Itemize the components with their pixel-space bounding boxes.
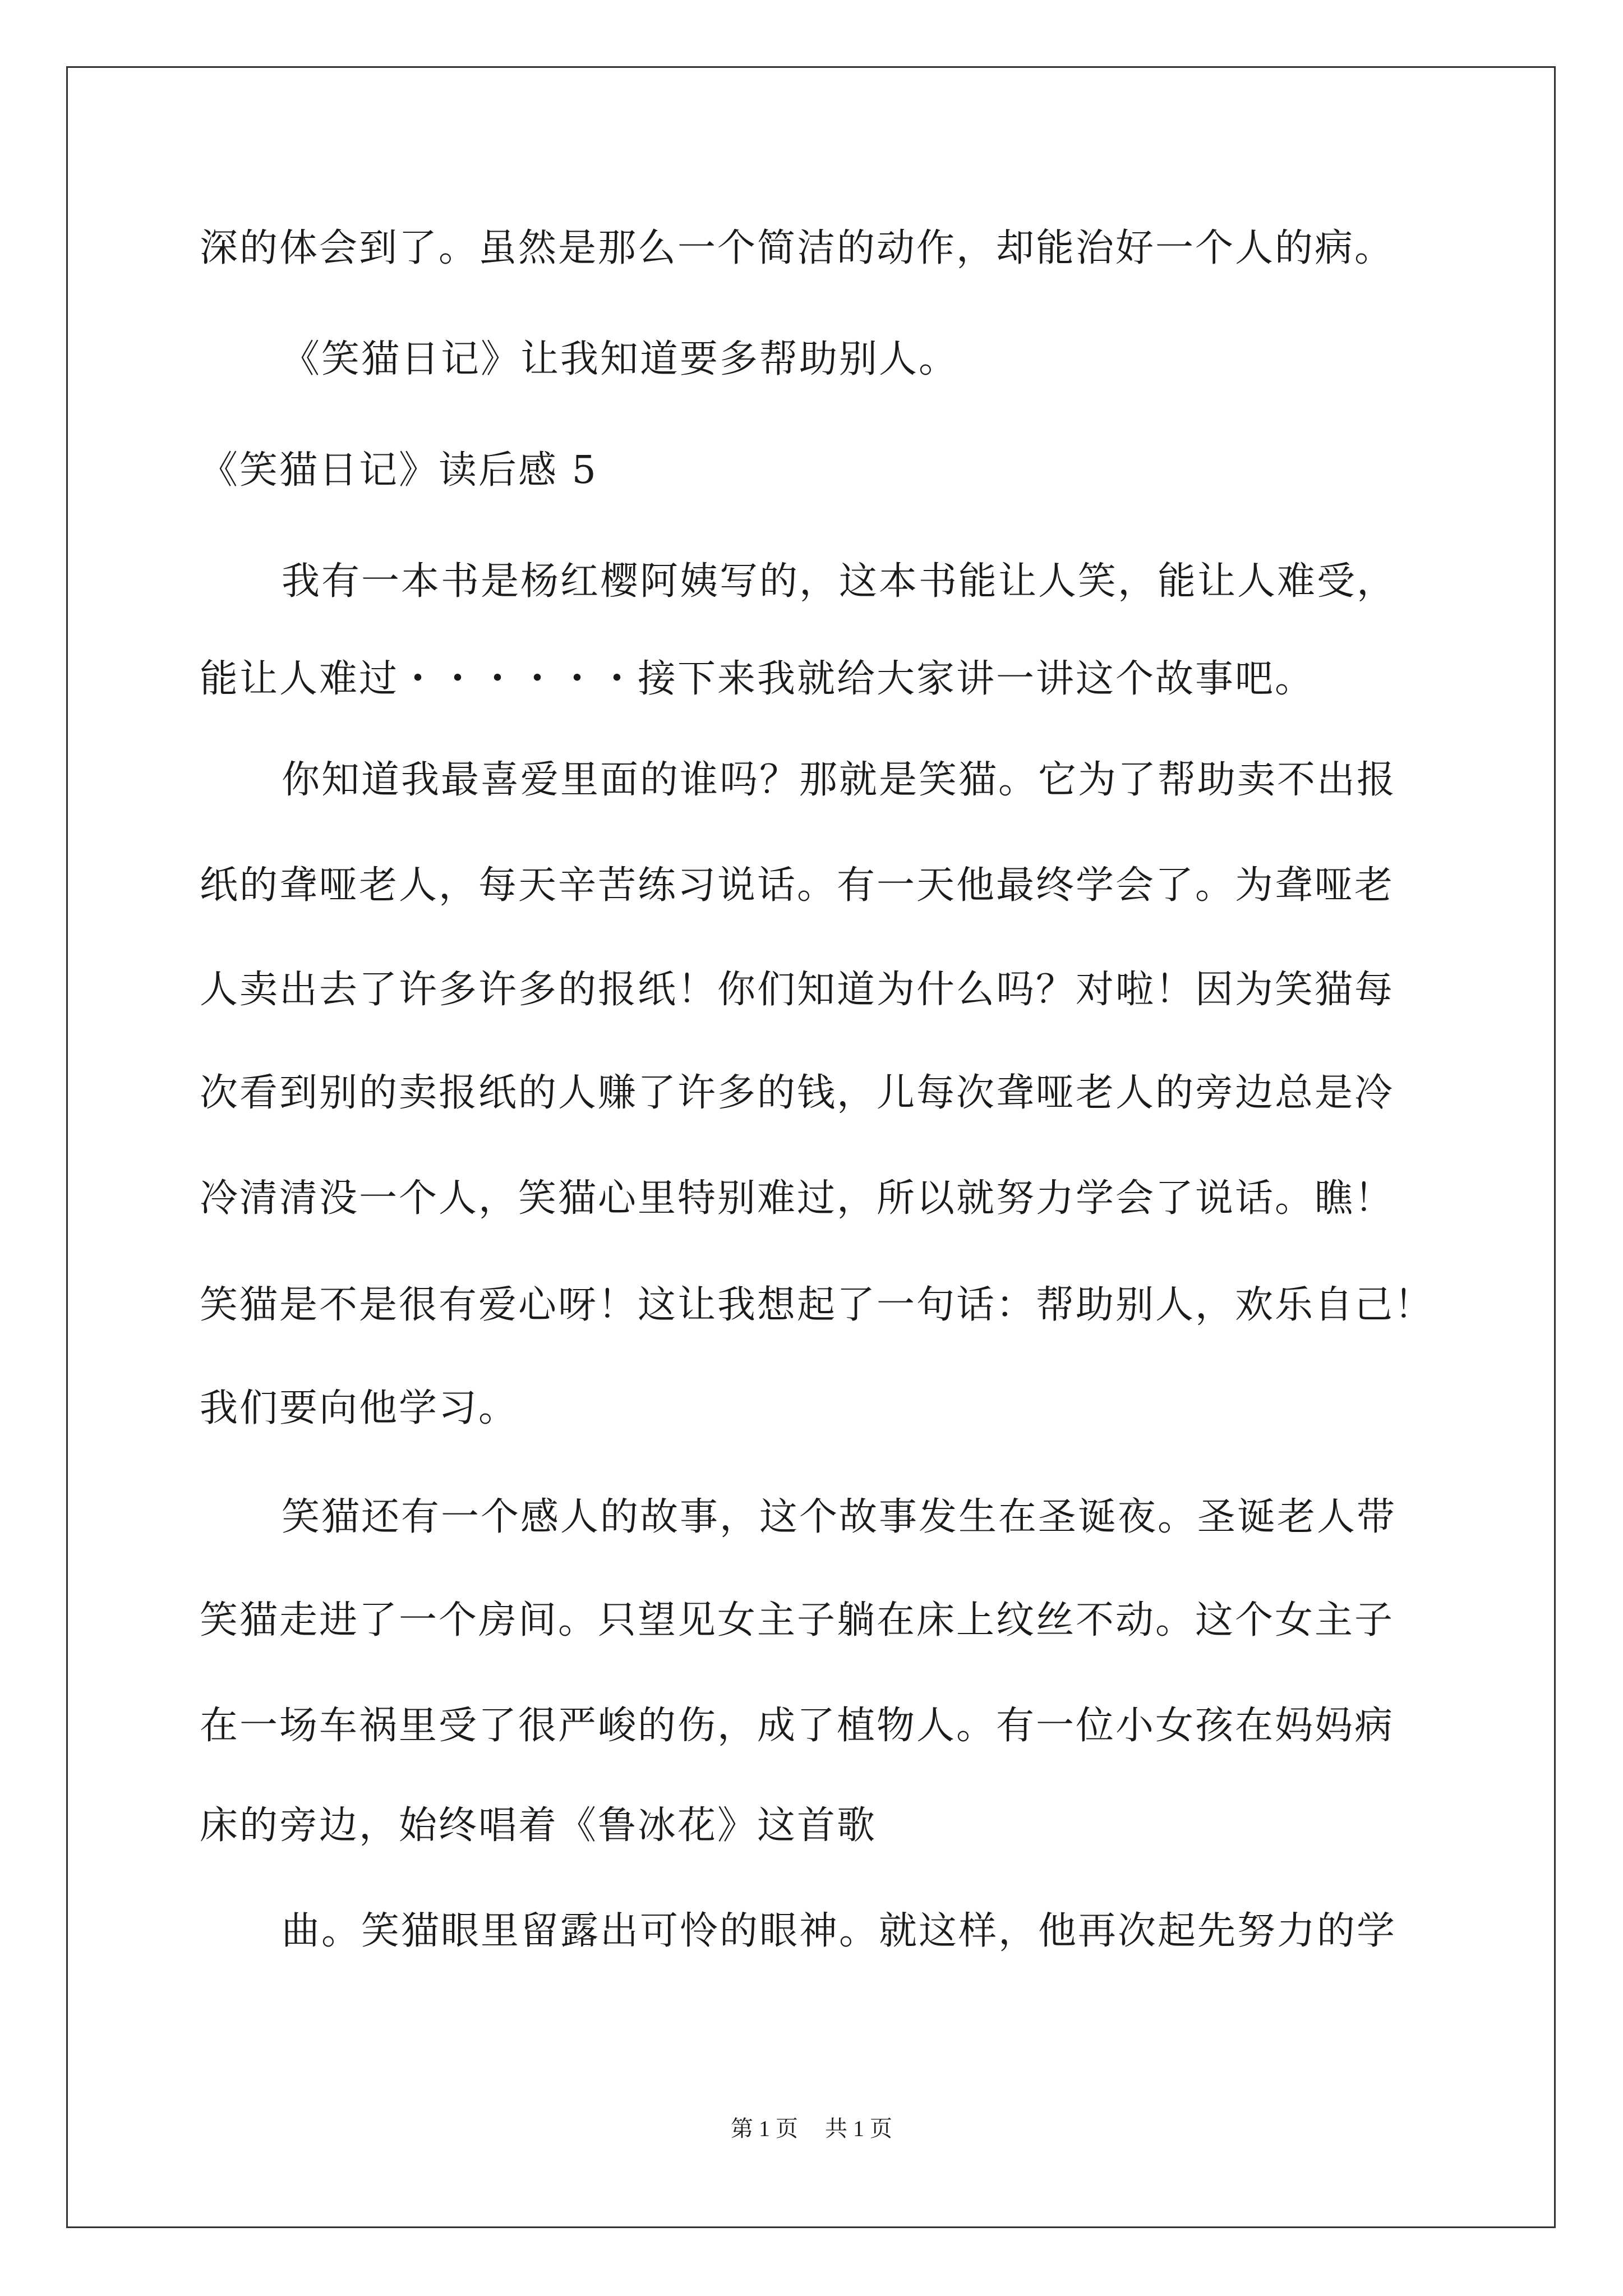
text-line-6: 纸的聋哑老人，每天辛苦练习说话。有一天他最终学会了。为聋哑老 xyxy=(200,863,1395,908)
text-line-14: 在一场车祸里受了很严峻的伤，成了植物人。有一位小女孩在妈妈病 xyxy=(200,1704,1395,1748)
text-line-3: 我有一本书是杨红樱阿姨写的，这本书能让人笑，能让人难受， xyxy=(282,559,1397,604)
text-line-10: 笑猫是不是很有爱心呀！这让我想起了一句话：帮助别人，欢乐自己！ xyxy=(200,1283,1435,1327)
page-number-total: 共 1 页 xyxy=(825,2116,892,2141)
page-number-current: 第 1 页 xyxy=(731,2116,798,2141)
section-heading: 《笑猫日记》读后感 5 xyxy=(200,448,598,493)
page-border xyxy=(66,66,1556,2228)
text-line-11: 我们要向他学习。 xyxy=(200,1386,519,1430)
text-line-16: 曲。笑猫眼里留露出可怜的眼神。就这样，他再次起先努力的学 xyxy=(282,1909,1397,1953)
text-line-9: 冷清清没一个人，笑猫心里特别难过，所以就努力学会了说话。瞧！ xyxy=(200,1176,1395,1221)
text-line-7: 人卖出去了许多许多的报纸！你们知道为什么吗？对啦！因为笑猫每 xyxy=(200,968,1395,1012)
text-line-8: 次看到别的卖报纸的人赚了许多的钱，儿每次聋哑老人的旁边总是冷 xyxy=(200,1071,1395,1115)
text-line-2: 《笑猫日记》让我知道要多帮助别人。 xyxy=(282,337,959,381)
text-line-15: 床的旁边，始终唱着《鲁冰花》这首歌 xyxy=(200,1803,877,1848)
text-line-12: 笑猫还有一个感人的故事，这个故事发生在圣诞夜。圣诞老人带 xyxy=(282,1495,1397,1539)
text-line-13: 笑猫走进了一个房间。只望见女主子躺在床上纹丝不动。这个女主子 xyxy=(200,1598,1395,1642)
text-line-5: 你知道我最喜爱里面的谁吗？那就是笑猫。它为了帮助卖不出报 xyxy=(282,758,1397,802)
text-line-4: 能让人难过・・・・・・接下来我就给大家讲一讲这个故事吧。 xyxy=(200,657,1315,701)
text-line-1: 深的体会到了。虽然是那么一个简洁的动作，却能治好一个人的病。 xyxy=(200,226,1395,270)
page-footer xyxy=(0,2115,1623,2143)
